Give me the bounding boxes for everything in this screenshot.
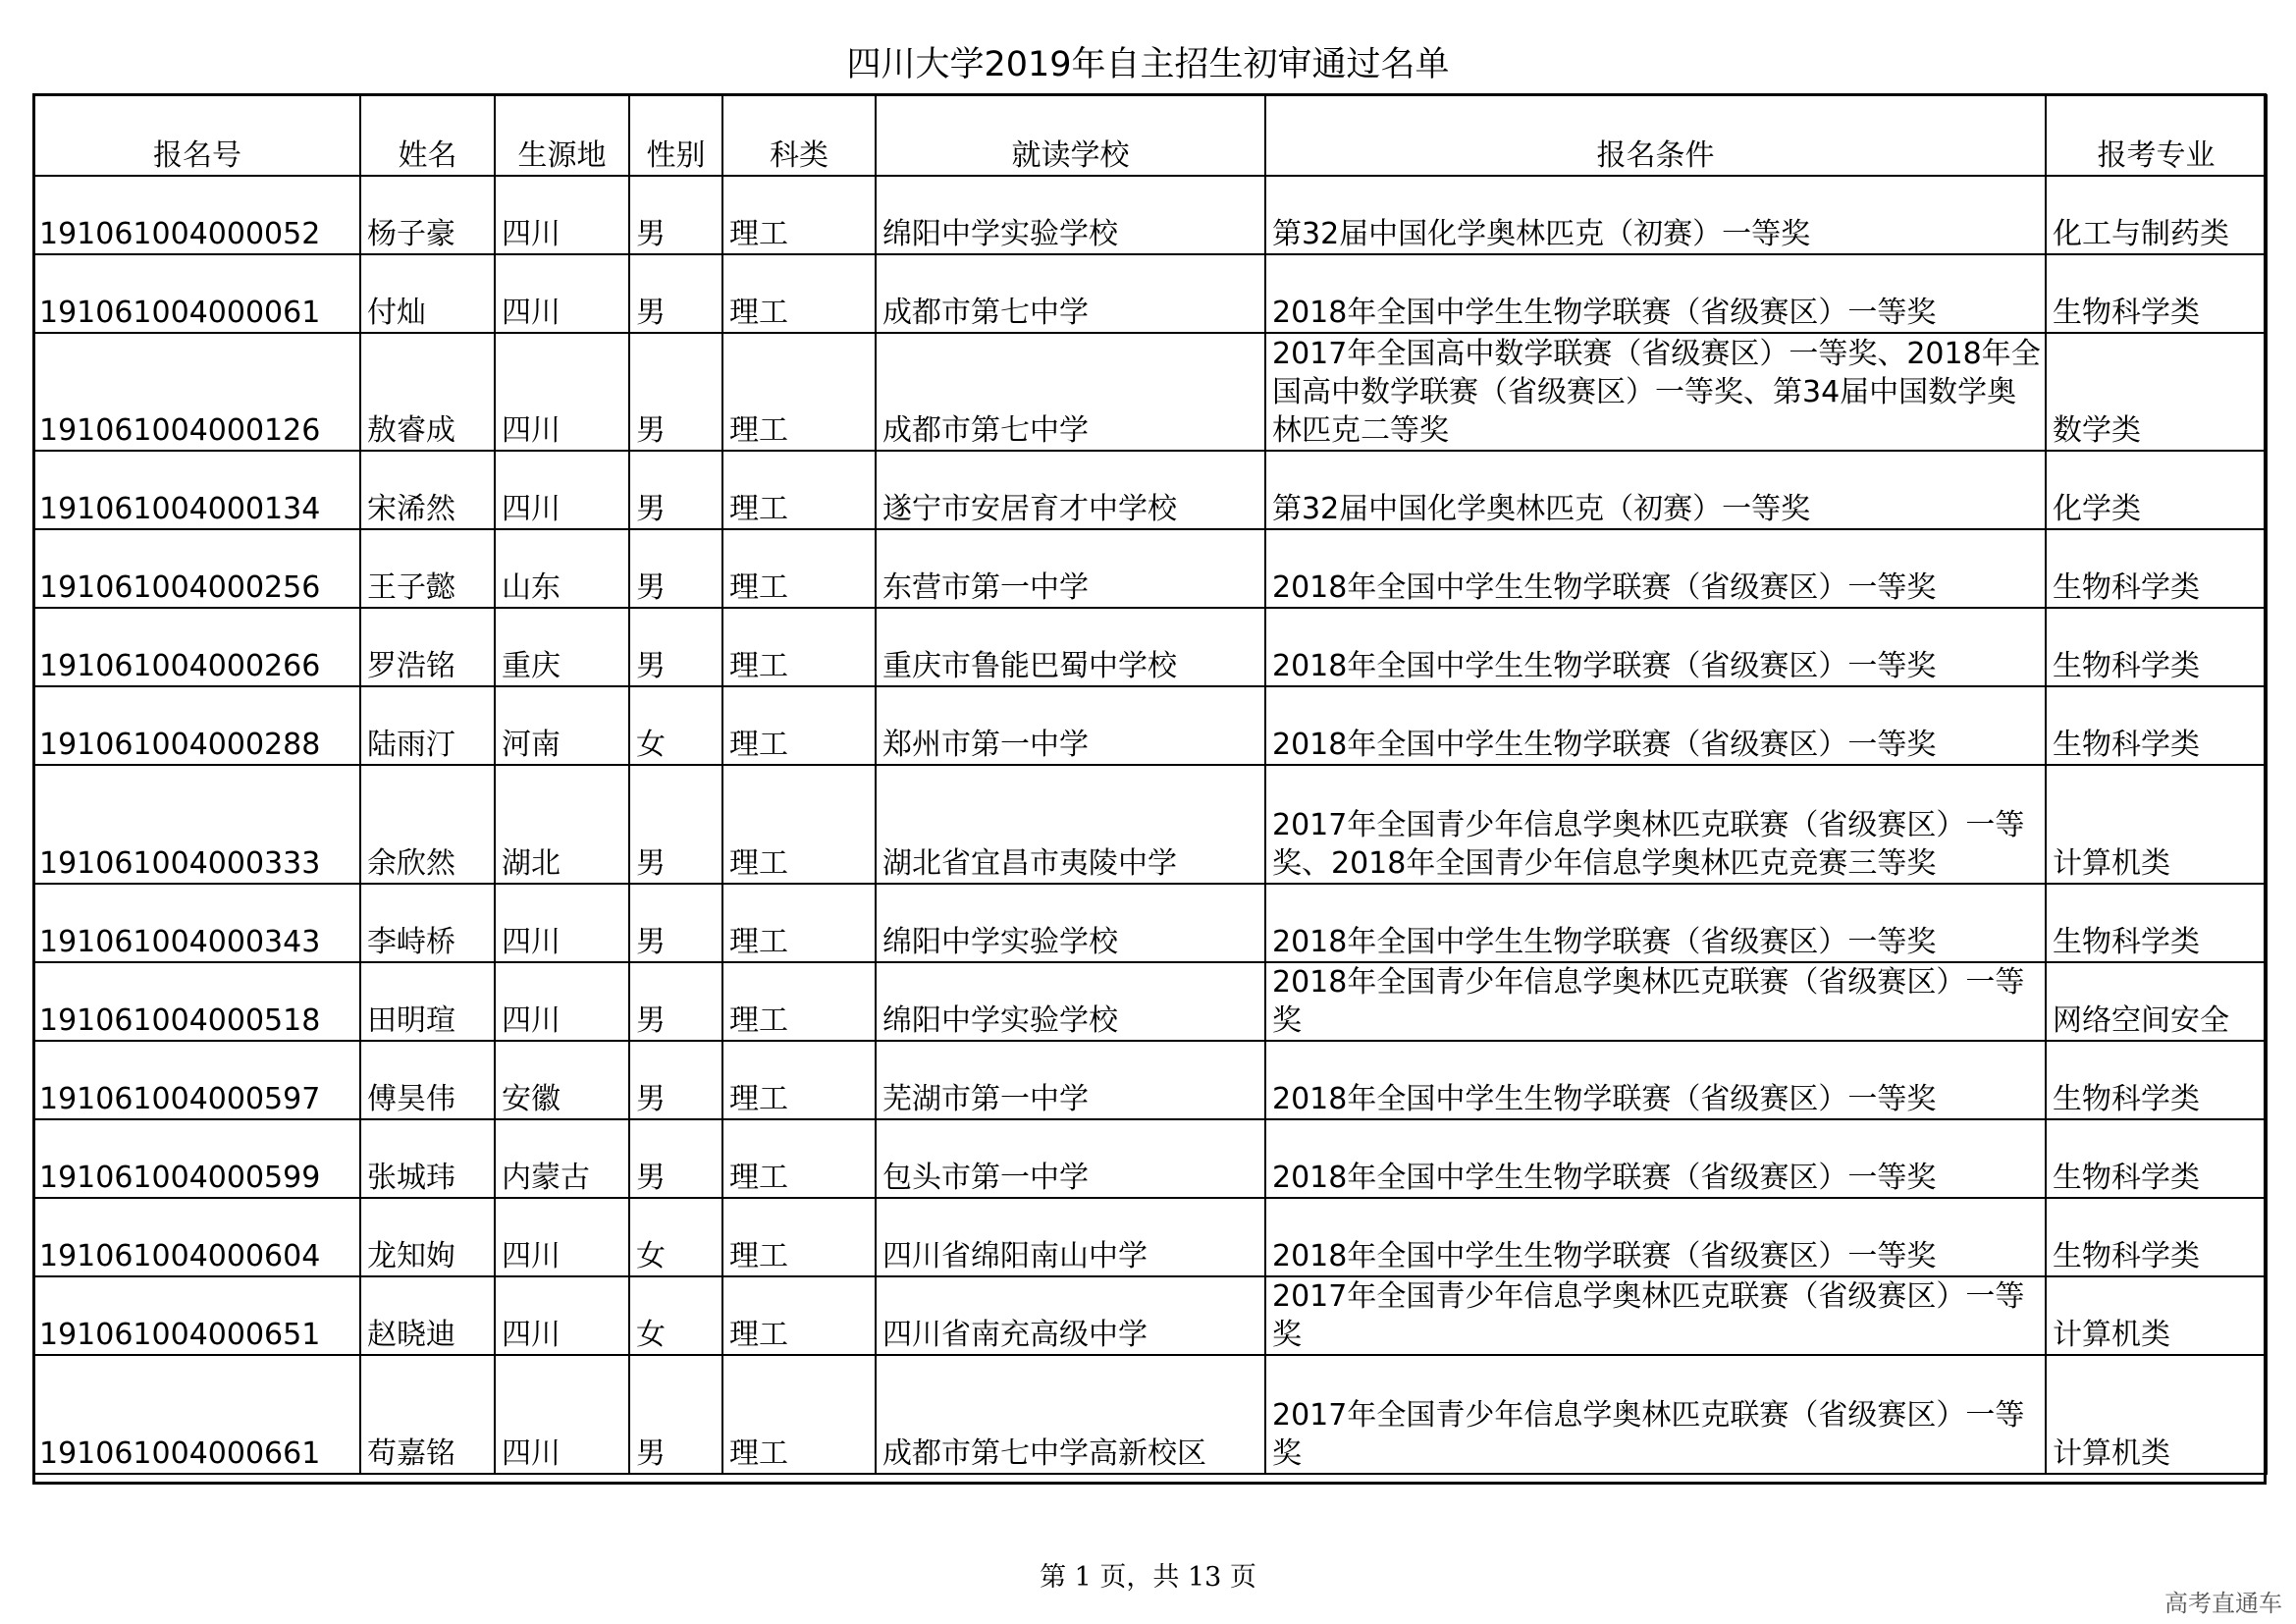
major-cell: 生物科学类: [2046, 608, 2267, 686]
qualification-cell: 2017年全国青少年信息学奥林匹克联赛（省级赛区）一等奖: [1265, 1276, 2046, 1355]
school-cell: 重庆市鲁能巴蜀中学校: [876, 608, 1265, 686]
registration-no-cell: 191061004000518: [34, 962, 360, 1041]
origin-cell: 四川: [495, 884, 629, 962]
origin-cell: 内蒙古: [495, 1119, 629, 1198]
admission-table: [33, 94, 2268, 1475]
registration-no-cell: 191061004000061: [34, 254, 360, 333]
qualification-cell: 2018年全国中学生生物学联赛（省级赛区）一等奖: [1265, 1041, 2046, 1119]
page-number: 第 1 页，共 13 页: [1040, 1562, 1256, 1593]
qualification-cell: 第32届中国化学奥林匹克（初赛）一等奖: [1265, 176, 2046, 254]
school-cell: 遂宁市安居育才中学校: [876, 451, 1265, 529]
gender-cell: 男: [629, 1355, 722, 1474]
major-cell: 化学类: [2046, 451, 2267, 529]
registration-no-cell: 191061004000134: [34, 451, 360, 529]
major-cell: 数学类: [2046, 333, 2267, 451]
category-cell: 理工: [722, 1276, 876, 1355]
major-cell: 化工与制药类: [2046, 176, 2267, 254]
category-cell: 理工: [722, 765, 876, 884]
category-cell: 理工: [722, 451, 876, 529]
origin-cell: 四川: [495, 333, 629, 451]
gender-cell: 女: [629, 1276, 722, 1355]
category-cell: 理工: [722, 884, 876, 962]
category-cell: 理工: [722, 1119, 876, 1198]
gender-cell: 女: [629, 1198, 722, 1276]
origin-cell: 山东: [495, 529, 629, 608]
major-cell: 生物科学类: [2046, 686, 2267, 765]
registration-no-cell: 191061004000651: [34, 1276, 360, 1355]
major-cell: 计算机类: [2046, 1355, 2267, 1474]
name-cell: 宋浠然: [360, 451, 495, 529]
major-cell: 生物科学类: [2046, 529, 2267, 608]
name-cell: 赵晓迪: [360, 1276, 495, 1355]
table-row: [34, 176, 2267, 254]
registration-no-cell: 191061004000256: [34, 529, 360, 608]
qualification-cell: 2018年全国中学生生物学联赛（省级赛区）一等奖: [1265, 529, 2046, 608]
origin-cell: 四川: [495, 176, 629, 254]
origin-cell: 湖北: [495, 765, 629, 884]
category-cell: 理工: [722, 608, 876, 686]
table-row: [34, 765, 2267, 884]
name-cell: 罗浩铭: [360, 608, 495, 686]
name-cell: 敖睿成: [360, 333, 495, 451]
major-cell: 生物科学类: [2046, 884, 2267, 962]
registration-no-cell: 191061004000597: [34, 1041, 360, 1119]
gender-cell: 女: [629, 686, 722, 765]
major-cell: 网络空间安全: [2046, 962, 2267, 1041]
column-header-major: 报考专业: [2046, 95, 2267, 176]
page-title: 四川大学2019年自主招生初审通过名单: [846, 45, 1450, 84]
table-row: [34, 962, 2267, 1041]
school-cell: 包头市第一中学: [876, 1119, 1265, 1198]
major-cell: 生物科学类: [2046, 1041, 2267, 1119]
qualification-cell: 2017年全国高中数学联赛（省级赛区）一等奖、2018年全国高中数学联赛（省级赛区）一等奖、第34届中国数学奥林匹克二等奖: [1265, 333, 2046, 451]
name-cell: 苟嘉铭: [360, 1355, 495, 1474]
school-cell: 芜湖市第一中学: [876, 1041, 1265, 1119]
table-row: [34, 686, 2267, 765]
category-cell: 理工: [722, 529, 876, 608]
registration-no-cell: 191061004000288: [34, 686, 360, 765]
table-row: [34, 608, 2267, 686]
table-row: [34, 1355, 2267, 1474]
watermark: 高考直通车: [2164, 1590, 2282, 1617]
gender-cell: 男: [629, 962, 722, 1041]
registration-no-cell: 191061004000661: [34, 1355, 360, 1474]
origin-cell: 四川: [495, 1276, 629, 1355]
registration-no-cell: 191061004000604: [34, 1198, 360, 1276]
gender-cell: 男: [629, 1041, 722, 1119]
school-cell: 郑州市第一中学: [876, 686, 1265, 765]
school-cell: 东营市第一中学: [876, 529, 1265, 608]
registration-no-cell: 191061004000599: [34, 1119, 360, 1198]
name-cell: 陆雨汀: [360, 686, 495, 765]
column-header-registration-no: 报名号: [34, 95, 360, 176]
category-cell: 理工: [722, 176, 876, 254]
school-cell: 绵阳中学实验学校: [876, 884, 1265, 962]
qualification-cell: 2017年全国青少年信息学奥林匹克联赛（省级赛区）一等奖、2018年全国青少年信息学奥林匹克竞赛三等奖: [1265, 765, 2046, 884]
name-cell: 田明瑄: [360, 962, 495, 1041]
table-row: [34, 884, 2267, 962]
name-cell: 杨子豪: [360, 176, 495, 254]
gender-cell: 男: [629, 884, 722, 962]
table-row: [34, 1119, 2267, 1198]
table-row: [34, 1276, 2267, 1355]
qualification-cell: 2018年全国青少年信息学奥林匹克联赛（省级赛区）一等奖: [1265, 962, 2046, 1041]
school-cell: 四川省绵阳南山中学: [876, 1198, 1265, 1276]
origin-cell: 重庆: [495, 608, 629, 686]
major-cell: 计算机类: [2046, 765, 2267, 884]
school-cell: 四川省南充高级中学: [876, 1276, 1265, 1355]
gender-cell: 男: [629, 176, 722, 254]
qualification-cell: 2018年全国中学生生物学联赛（省级赛区）一等奖: [1265, 884, 2046, 962]
school-cell: 成都市第七中学高新校区: [876, 1355, 1265, 1474]
origin-cell: 四川: [495, 254, 629, 333]
qualification-cell: 2018年全国中学生生物学联赛（省级赛区）一等奖: [1265, 1119, 2046, 1198]
name-cell: 李峙桥: [360, 884, 495, 962]
name-cell: 张城玮: [360, 1119, 495, 1198]
category-cell: 理工: [722, 686, 876, 765]
gender-cell: 男: [629, 254, 722, 333]
school-cell: 绵阳中学实验学校: [876, 962, 1265, 1041]
qualification-cell: 第32届中国化学奥林匹克（初赛）一等奖: [1265, 451, 2046, 529]
major-cell: 生物科学类: [2046, 254, 2267, 333]
column-header-origin: 生源地: [495, 95, 629, 176]
gender-cell: 男: [629, 765, 722, 884]
registration-no-cell: 191061004000266: [34, 608, 360, 686]
school-cell: 湖北省宜昌市夷陵中学: [876, 765, 1265, 884]
qualification-cell: 2018年全国中学生生物学联赛（省级赛区）一等奖: [1265, 686, 2046, 765]
table-row: [34, 254, 2267, 333]
column-header-category: 科类: [722, 95, 876, 176]
column-header-gender: 性别: [629, 95, 722, 176]
school-cell: 成都市第七中学: [876, 333, 1265, 451]
gender-cell: 男: [629, 451, 722, 529]
origin-cell: 四川: [495, 1198, 629, 1276]
qualification-cell: 2018年全国中学生生物学联赛（省级赛区）一等奖: [1265, 254, 2046, 333]
table-row: [34, 451, 2267, 529]
name-cell: 傅昊伟: [360, 1041, 495, 1119]
registration-no-cell: 191061004000333: [34, 765, 360, 884]
name-cell: 龙知姁: [360, 1198, 495, 1276]
origin-cell: 四川: [495, 451, 629, 529]
table-row: [34, 333, 2267, 451]
category-cell: 理工: [722, 1198, 876, 1276]
registration-no-cell: 191061004000126: [34, 333, 360, 451]
major-cell: 计算机类: [2046, 1276, 2267, 1355]
gender-cell: 男: [629, 608, 722, 686]
table-row: [34, 1041, 2267, 1119]
origin-cell: 河南: [495, 686, 629, 765]
category-cell: 理工: [722, 333, 876, 451]
gender-cell: 男: [629, 529, 722, 608]
name-cell: 付灿: [360, 254, 495, 333]
qualification-cell: 2018年全国中学生生物学联赛（省级赛区）一等奖: [1265, 1198, 2046, 1276]
origin-cell: 安徽: [495, 1041, 629, 1119]
registration-no-cell: 191061004000343: [34, 884, 360, 962]
origin-cell: 四川: [495, 962, 629, 1041]
gender-cell: 男: [629, 333, 722, 451]
major-cell: 生物科学类: [2046, 1119, 2267, 1198]
category-cell: 理工: [722, 1355, 876, 1474]
school-cell: 成都市第七中学: [876, 254, 1265, 333]
column-header-name: 姓名: [360, 95, 495, 176]
origin-cell: 四川: [495, 1355, 629, 1474]
table-row: [34, 529, 2267, 608]
table-row: [34, 1198, 2267, 1276]
category-cell: 理工: [722, 254, 876, 333]
registration-no-cell: 191061004000052: [34, 176, 360, 254]
name-cell: 王子懿: [360, 529, 495, 608]
column-header-qualification: 报名条件: [1265, 95, 2046, 176]
school-cell: 绵阳中学实验学校: [876, 176, 1265, 254]
table-body: [34, 176, 2267, 1474]
category-cell: 理工: [722, 1041, 876, 1119]
column-header-school: 就读学校: [876, 95, 1265, 176]
qualification-cell: 2018年全国中学生生物学联赛（省级赛区）一等奖: [1265, 608, 2046, 686]
category-cell: 理工: [722, 962, 876, 1041]
table-header-row: [34, 95, 2267, 176]
gender-cell: 男: [629, 1119, 722, 1198]
name-cell: 余欣然: [360, 765, 495, 884]
qualification-cell: 2017年全国青少年信息学奥林匹克联赛（省级赛区）一等奖: [1265, 1355, 2046, 1474]
major-cell: 生物科学类: [2046, 1198, 2267, 1276]
